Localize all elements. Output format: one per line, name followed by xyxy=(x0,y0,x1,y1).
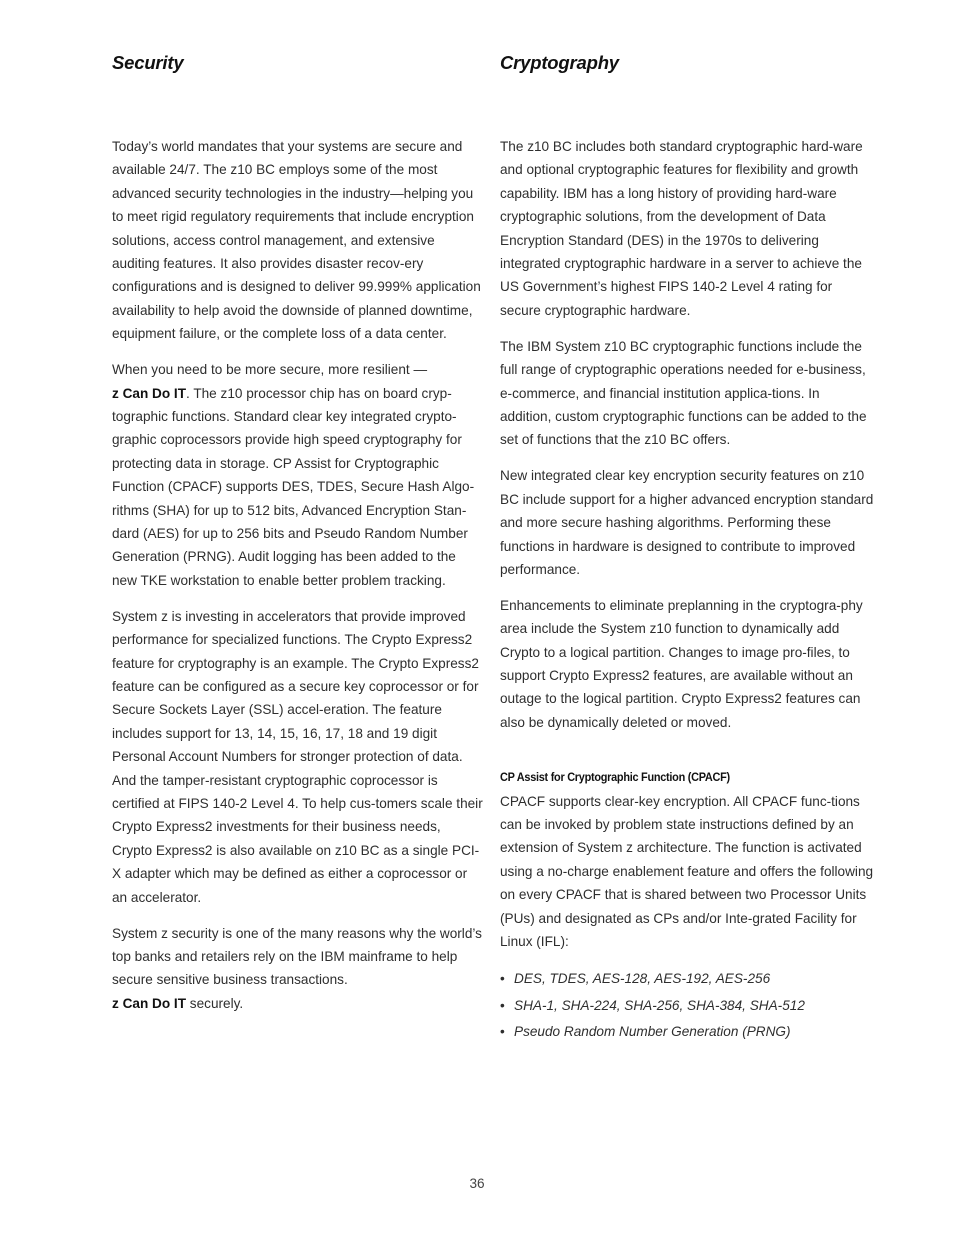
cpacf-paragraph: CPACF supports clear-key encryption. All CPACF func-tions can be invoked by problem state instructions defined by an extension of System z architecture. The function is activated using a no-charge enablement feature and offers the following on every CPACF that is shared between two Processor Units (PUs) and designated as CPs and/or Inte-grated Facility for Linux (IFL): xyxy=(500,793,874,950)
paragraph-rest: . The z10 processor chip has on board cryp-tographic functions. Standard clear key integrated crypto-graphic coprocessors provide high speed cryptography for protecting data in storage. CP Assist for Cryptographic Function (CPACF) supports DES, TDES, Secure Hash Algo-rithms (SHA) for up to 512 bits, Advanced Encryption Stan-dard (AES) for up to 256 bits and Pseudo Random Number Generation (PRNG). Audit logging has been added to the new TKE workstation to enable better problem tracking. xyxy=(112,385,475,588)
security-heading: Security xyxy=(112,52,184,73)
cryptography-paragraph-3: New integrated clear key encryption security features on z10 BC include support for a higher advanced encryption standard and more secure hashing algorithms. Performing these functions in hardware is designed to contribute to improved performance. xyxy=(500,468,874,577)
security-paragraph-4 xyxy=(112,922,484,1016)
bullet-icon: • xyxy=(500,1024,505,1039)
security-paragraph-3: System z is investing in accelerators that provide improved performance for specialized functions. The Crypto Express2 feature for cryptography is an example. The Crypto Express2 feature can be configured as a secure key coprocessor or for Secure Sockets Layer (SSL) accel-eration. The feature includes support for 13, 14, 15, 16, 17, 18 and 19 digit Personal Account Numbers for stronger protection of data. And the tamper-resistant cryptographic coprocessor is certified at FIPS 140-2 Level 4. To help cus-tomers scale their Crypto Express2 investments for their business needs, Crypto Express2 is also available on z10 BC as a single PCI-X adapter which may be defined as either a coprocessor or an accelerator. xyxy=(112,608,483,905)
cryptography-paragraph-1: The z10 BC includes both standard cryptographic hard-ware and optional cryptographic features for flexibility and growth capability. IBM has a long history of providing hard-ware cryptographic solutions, from the development of Data Encryption Standard (DES) in the 1970s to delivering integrated cryptographic hardware in a server to achieve the US Government’s highest FIPS 140-2 Level 4 rating for secure cryptographic hardware. xyxy=(500,139,863,318)
paragraph-lead: When you need to be more secure, more resilient — xyxy=(112,362,428,378)
cryptography-paragraph-4: Enhancements to eliminate preplanning in the cryptogra-phy area include the System z10 function to dynamically add Crypto to a logical partition. Changes to image pro-files, to support Crypto Express2 features, are available without an outage to the logical partition. Crypto Express2 features can also be dynamically deleted or moved. xyxy=(500,597,863,730)
list-item xyxy=(500,993,874,1020)
z-can-do-it-tagline: z Can Do IT xyxy=(112,385,187,401)
bullet-icon: • xyxy=(500,997,505,1013)
list-item xyxy=(500,966,874,993)
bullet-icon: • xyxy=(500,971,505,986)
list-item-text: SHA-1, SHA-224, SHA-256, SHA-384, SHA-512 xyxy=(514,997,805,1013)
paragraph-tail: securely. xyxy=(186,995,244,1011)
cpacf-feature-list xyxy=(500,966,874,1046)
security-paragraph-2 xyxy=(112,358,484,592)
cryptography-paragraph-2: The IBM System z10 BC cryptographic functions include the full range of cryptographic operations needed for e-business, e-commerce, and financial institution applica-tions. In addition, custom cryptographic functions can be added to the set of functions that the z10 BC offers. xyxy=(500,338,867,448)
page-number: 36 xyxy=(469,1176,485,1191)
list-item-text: Pseudo Random Number Generation (PRNG) xyxy=(514,1024,791,1039)
z-can-do-it-tagline: z Can Do IT xyxy=(112,995,187,1011)
paragraph-text: System z security is one of the many reasons why the world’s top banks and retailers rely on the IBM mainframe to help secure sensitive business transactions. xyxy=(112,925,482,988)
list-item-text: DES, TDES, AES-128, AES-192, AES-256 xyxy=(514,971,771,986)
cryptography-heading: Cryptography xyxy=(500,52,619,73)
list-item xyxy=(500,1019,874,1046)
security-body xyxy=(112,135,484,1028)
cpacf-subheading: CP Assist for Cryptographic Function (CPACF) xyxy=(500,770,730,785)
cryptography-body xyxy=(500,135,874,1046)
security-paragraph-1: Today’s world mandates that your systems are secure and available 24/7. The z10 BC employs some of the most advanced security technologies in the industry—helping you to meet rigid regulatory requirements that include encryption solutions, access control management, and extensive auditing features. It also provides disaster recov-ery configurations and is designed to deliver 99.999% application availability to help avoid the downside of planned downtime, equipment failure, or the complete loss of a data center. xyxy=(112,139,481,342)
